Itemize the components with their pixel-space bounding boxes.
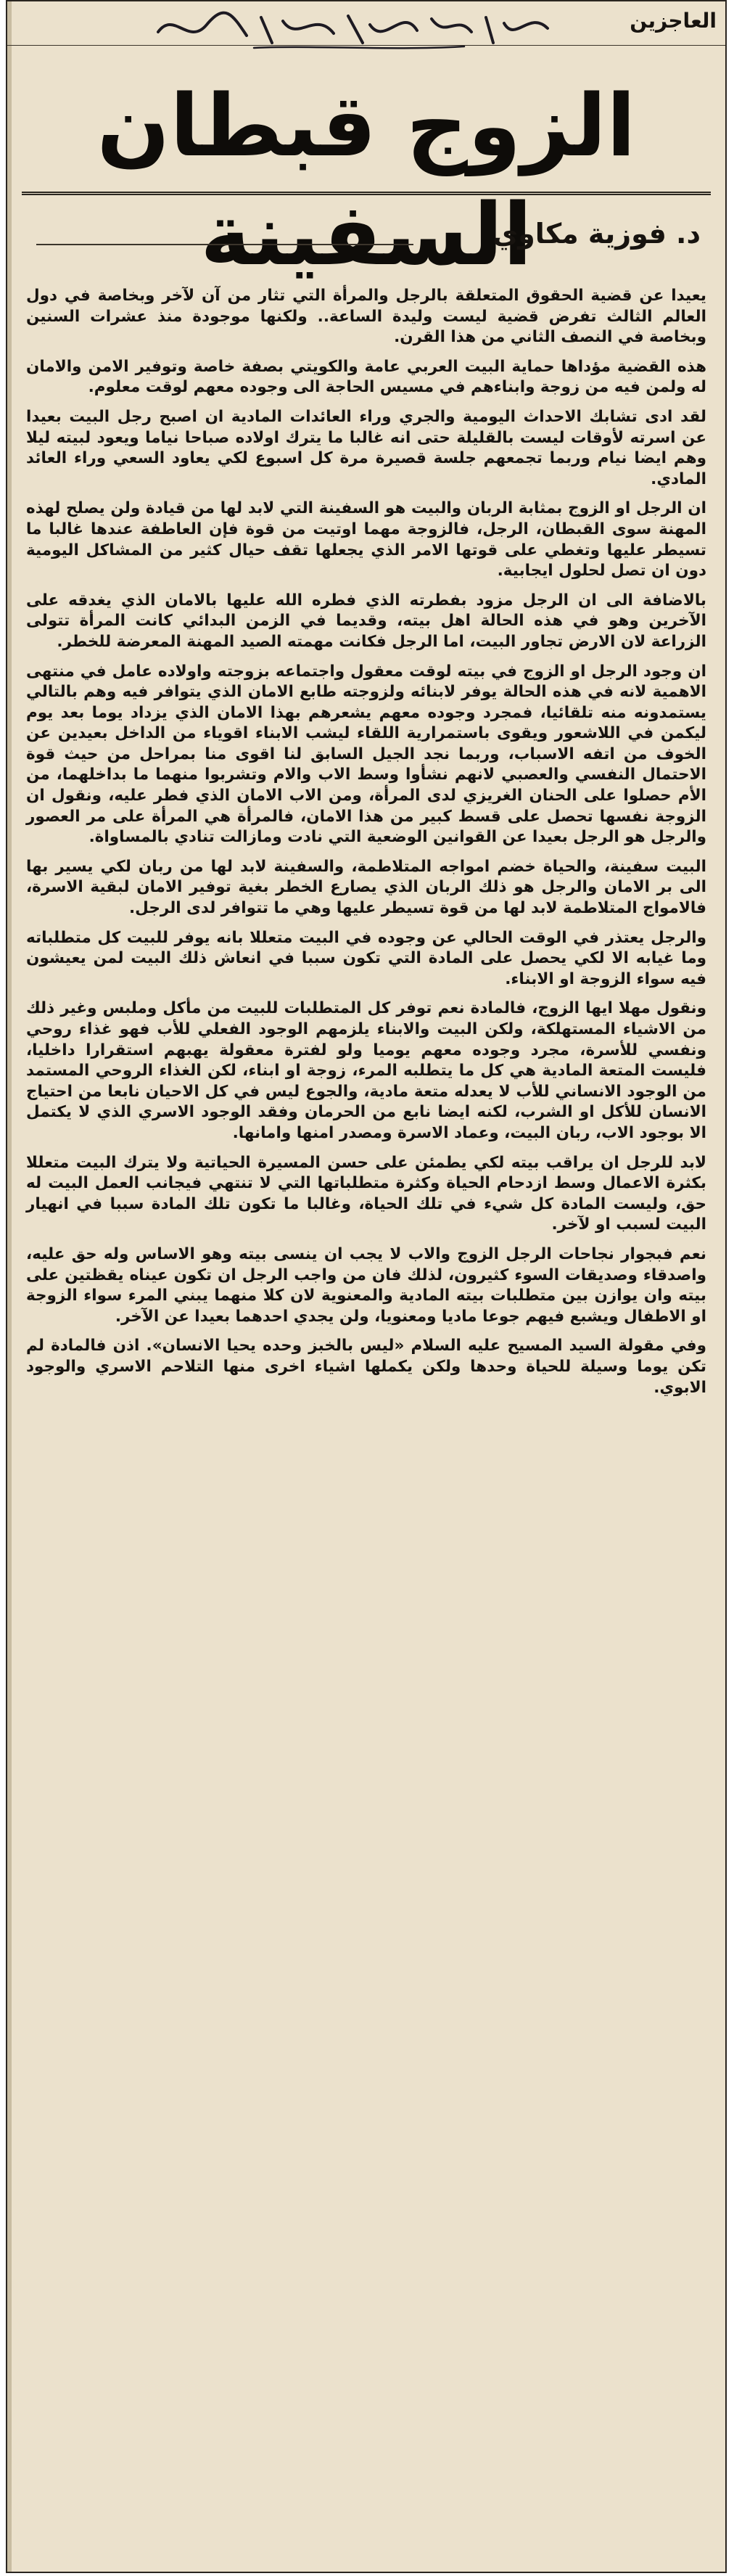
paragraph: والرجل يعتذر في الوقت الحالي عن وجوده في البيت متعللا بانه يوفر للبيت كل متطلباته وما غيابه الا لكي يحصل على المادة التي تكون سببا في انعاش ذلك البيت لمن يعيشون فيه سواء الزوجة او الابناء. [26, 928, 706, 988]
paragraph: نعم فبجوار نجاحات الرجل الزوج والاب لا يجب ان ينسى بيته وهو الاساس وله حق عليه، واصدقاء وصديقات السوء كثيرون، لذلك فان من واجب الرجل ان تكون عيناه يقظتين على بيته وان يوازن بين متطلبات بيته المادية والمعنوية لان كلا منهما يبني المرء سواء الزوجة او الاطفال ويشبع فيهم جوعا ماديا ومعنويا، ولن يجدي احدهما بعيدا عن الآخر. [26, 1244, 706, 1326]
headline: الزوج قبطان السفينة [96, 75, 636, 284]
byline-divider [36, 244, 413, 245]
paragraph: يعيدا عن قضية الحقوق المتعلقة بالرجل والمرأة التي تثار من آن لآخر وبخاصة في دول العالم الثالث تفرض قضية ليست وليدة الساعة.. ولكنها موجودة منذ عشرات السنين وبخاصة في النصف الثاني من هذا القرن. [26, 287, 706, 347]
paragraph: لقد ادى تشابك الاحداث اليومية والجري وراء العائدات المادية ان اصبح رجل البيت بعيدا عن اسرته لأوقات ليست بالقليلة حتى انه غالبا ما يترك اولاده صباحا نياما ويعود لبيته ليلا وهم ايضا نيام وربما تجمعهم جلسة قصيرة مرة كل اسبوع لكي يعاود السعي وراء العائد المادي. [26, 407, 706, 488]
paragraph: لابد للرجل ان يراقب بيته لكي يطمئن على حسن المسيرة الحياتية ولا يترك البيت متعللا بكثرة الاعمال وسط ازدحام الحياة وكثرة متطلباتها التي لا تنتهي فيجانب العمل البيت له حق، وليست المادة كل شيء في تلك الحياة، وغالبا ما تكون تلك المادة سببا في انهيار البيت لسبب او لآخر. [26, 1153, 706, 1234]
paragraph: هذه القضية مؤداها حماية البيت العربي عامة والكويتي بصفة خاصة وتوفير الامن والامان له ولمن فيه من زوجة وابناءهم في مسيس الحاجة الى وجوده معهم لوقت معلوم. [26, 357, 706, 397]
newspaper-clipping [6, 0, 727, 2573]
left-edge-shadow [7, 1, 12, 2572]
paragraph: وفي مقولة السيد المسيح عليه السلام «ليس بالخبز وحده يحيا الانسان». اذن فالمادة لم تكن يوما وسيلة للحياة وحدها ولكن يكملها اشياء اخرى منها التلاحم الاسري والوجود الابوي. [26, 1337, 706, 1397]
article-body [26, 286, 706, 1407]
byline-row [7, 212, 725, 270]
paragraph: ان الرجل او الزوج بمثابة الربان والبيت هو السفينة التي لابد لها من قيادة ولن يصلح لهذه المهنة سوى القبطان، الرجل، فالزوجة مهما اوتيت من قوة فإن العاطفة عندها غالبا ما تسيطر عليها وتغطي على قوتها الامر الذي يجعلها تقف حيال كثير من المشاكل اليومية دون ان تصل لحلول ايجابية. [26, 499, 706, 581]
clipping-header [7, 1, 725, 46]
paragraph: ان وجود الرجل او الزوج في بيته لوقت معقول واجتماعه بزوجته واولاده عامل في منتهى الاهمية لانه في هذه الحالة يوفر لابنائه ولزوجته طابع الامان الذي يتوافر فيه وهم بالتالي يستمدونه منه تلقائيا، فمجرد وجوده معهم يشعرهم بهذا الامان الذي يزداد يوما بعد يوم ليكمن في اللاشعور ويقوى باستمرارية اللقاء ليشب الابناء اقوياء من الداخل بعيدين عن الخوف من اتفه الاسباب، وربما نجد الجيل السابق لنا اقوى منا بمراحل من حيث قوة الاحتمال النفسي والعصبي لانهم نشأوا وسط الاب والام وتشربوا منهما ما بداخلهما، من الأم حصلوا على الحنان الغريزي لدى المرأة، ومن الاب الامان الذي فطر عليه، ونقول ان الزوجة نفسها تحصل على قسط كبير من هذا الامان، فالمرأة هي المرأة على مر العصور والرجل هو الرجل بعيدا عن القوانين الوضعية التي نادت ومازالت تنادي بالمساواة. [26, 662, 706, 847]
paragraph: البيت سفينة، والحياة خضم امواجه المتلاطمة، والسفينة لابد لها من ربان لكي يسير بها الى بر الامان والرجل هو ذلك الربان الذي يصارع الخطر بغية توفير الامان لبقية الاسرة، فالامواج المتلاطمة لابد لها من قوة تسيطر عليها وهي ما تتوافر لدى الرجل. [26, 857, 706, 918]
author-byline: د. فوزية مكاوي [492, 218, 701, 250]
paragraph: بالاضافة الى ان الرجل مزود بفطرته الذي فطره الله عليها بالامان الذي يغدقه على الآخرين وهو في هذه الحالة اهل بيته، وقديما في الزمن البدائي كانت المرأة تتولى الزراعة لان الارض تجاور البيت، اما الرجل فكانت مهمته الصيد المهنة المعرضة للخطر. [26, 591, 706, 651]
paragraph: ونقول مهلا ايها الزوج، فالمادة نعم توفر كل المتطلبات للبيت من مأكل وملبس وغير ذلك من الاشياء المستهلكة، ولكن البيت والابناء يلزمهم الوجود الفعلي للأب فهو غذاء روحي ونفسي للأسرة، مجرد وجوده معهم يوميا ولو لفترة معقولة يهبهم استقرارا داخليا، فليست المتعة المادية هي كل ما يتطلبه المرء، زوجة او ابناء، لكن الغذاء الروحي المستمد من الوجود الانساني للأب لا يعدله متعة مادية، والجوع ليس في كل الاحيان نابعا من احتياج الانسان للأكل او الشرب، لكنه ايضا نابع من الحرمان وفقد الوجود الاسري الذي لا يكتمل الا بوجود الاب، ربان البيت، وعماد الاسرة ومصدر امنها وامانها. [26, 999, 706, 1142]
handwritten-annotation [152, 3, 558, 54]
headline-divider [22, 192, 711, 195]
section-label: العاجزين [630, 9, 717, 33]
